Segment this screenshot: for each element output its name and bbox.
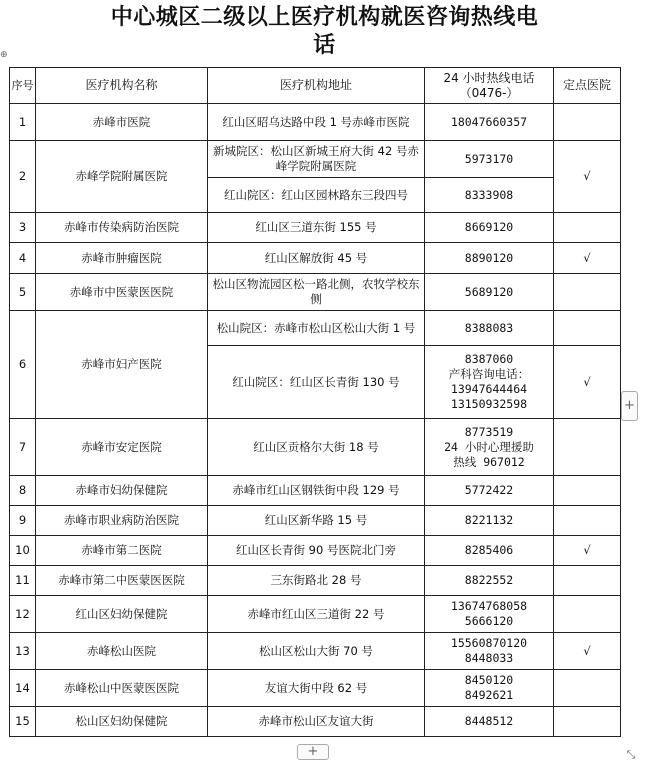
cell-phone: 8285406 <box>425 536 554 566</box>
table-row <box>10 243 621 274</box>
cell-designated <box>554 670 621 707</box>
cell-address: 红山区昭乌达路中段 1 号赤峰市医院 <box>208 104 425 141</box>
table-row <box>10 104 621 141</box>
cell-no: 7 <box>10 419 36 476</box>
cell-no: 13 <box>10 633 36 670</box>
cell-phone: 5973170 <box>425 141 554 178</box>
cell-name: 赤峰松山医院 <box>36 633 208 670</box>
header-address: 医疗机构地址 <box>208 68 425 104</box>
header-no: 序号 <box>10 68 36 104</box>
cell-designated <box>554 596 621 633</box>
cell-no: 8 <box>10 476 36 506</box>
cell-no: 12 <box>10 596 36 633</box>
cell-name: 红山区妇幼保健院 <box>36 596 208 633</box>
title-line-2: 话 <box>313 33 336 58</box>
add-column-button[interactable]: + <box>621 391 638 421</box>
table-row <box>10 707 621 737</box>
cell-phone: 8333908 <box>425 178 554 213</box>
header-name: 医疗机构名称 <box>36 68 208 104</box>
cell-phone: 15560870120 8448033 <box>425 633 554 670</box>
table-row <box>10 141 621 178</box>
cell-phone: 8890120 <box>425 243 554 274</box>
cell-no: 11 <box>10 566 36 596</box>
cell-name: 松山区妇幼保健院 <box>36 707 208 737</box>
cell-name: 赤峰学院附属医院 <box>36 141 208 213</box>
cell-designated: √ <box>554 346 621 419</box>
cell-designated <box>554 476 621 506</box>
table-header-row <box>10 68 621 104</box>
cell-name: 赤峰市肿瘤医院 <box>36 243 208 274</box>
title-line-1: 中心城区二级以上医疗机构就医咨询热线电 <box>110 5 539 30</box>
table-resize-icon[interactable]: ⤡ <box>626 748 636 761</box>
hospital-hotline-table <box>9 67 621 737</box>
cell-address: 新城院区：松山区新城王府大街 42 号赤峰学院附属医院 <box>208 141 425 178</box>
cell-phone: 8221132 <box>425 506 554 536</box>
cell-designated <box>554 104 621 141</box>
cell-name: 赤峰市第二医院 <box>36 536 208 566</box>
table-row <box>10 274 621 311</box>
cell-designated: √ <box>554 536 621 566</box>
cell-designated <box>554 213 621 243</box>
cell-name: 赤峰市第二中医蒙医医院 <box>36 566 208 596</box>
cell-address: 松山区物流园区松一路北侧，农牧学校东侧 <box>208 274 425 311</box>
cell-address: 红山区新华路 15 号 <box>208 506 425 536</box>
cell-no: 9 <box>10 506 36 536</box>
cell-name: 赤峰市医院 <box>36 104 208 141</box>
cell-address: 红山区长青街 90 号医院北门旁 <box>208 536 425 566</box>
cell-no: 14 <box>10 670 36 707</box>
cell-phone: 8822552 <box>425 566 554 596</box>
cell-phone: 8669120 <box>425 213 554 243</box>
document-title <box>0 4 649 60</box>
table-row <box>10 213 621 243</box>
cell-phone: 5689120 <box>425 274 554 311</box>
cell-no: 1 <box>10 104 36 141</box>
cell-phone: 13674768058 5666120 <box>425 596 554 633</box>
header-designated: 定点医院 <box>554 68 621 104</box>
table-row <box>10 419 621 476</box>
table-row <box>10 596 621 633</box>
cell-no: 2 <box>10 141 36 213</box>
cell-name: 赤峰市妇产医院 <box>36 311 208 419</box>
cell-designated: √ <box>554 141 621 213</box>
cell-no: 4 <box>10 243 36 274</box>
cell-address: 松山院区：赤峰市松山区松山大街 1 号 <box>208 311 425 346</box>
header-phone: 24 小时热线电话 （0476-） <box>425 68 554 104</box>
cell-phone: 8387060 产科咨询电话： 13947644464 13150932598 <box>425 346 554 419</box>
table-row <box>10 536 621 566</box>
cell-phone: 8388083 <box>425 311 554 346</box>
table-row <box>10 566 621 596</box>
cell-designated: √ <box>554 633 621 670</box>
cell-no: 3 <box>10 213 36 243</box>
cell-designated <box>554 274 621 311</box>
cell-no: 10 <box>10 536 36 566</box>
table-row <box>10 670 621 707</box>
cell-name: 赤峰市妇幼保健院 <box>36 476 208 506</box>
cell-phone: 8773519 24 小时心理援助 热线 967012 <box>425 419 554 476</box>
cell-name: 赤峰松山中医蒙医医院 <box>36 670 208 707</box>
table-row <box>10 633 621 670</box>
cell-address: 红山院区：红山区园林路东三段四号 <box>208 178 425 213</box>
cell-phone: 5772422 <box>425 476 554 506</box>
add-row-button[interactable]: + <box>297 744 329 760</box>
table-row <box>10 476 621 506</box>
cell-address: 红山区解放街 45 号 <box>208 243 425 274</box>
table-move-handle-icon[interactable]: ⊕ <box>0 50 8 60</box>
cell-name: 赤峰市传染病防治医院 <box>36 213 208 243</box>
cell-address: 红山院区：红山区长青街 130 号 <box>208 346 425 419</box>
table-row <box>10 506 621 536</box>
cell-designated <box>554 707 621 737</box>
cell-address: 赤峰市红山区钢铁街中段 129 号 <box>208 476 425 506</box>
cell-no: 15 <box>10 707 36 737</box>
cell-no: 5 <box>10 274 36 311</box>
cell-designated <box>554 311 621 346</box>
cell-phone: 18047660357 <box>425 104 554 141</box>
cell-address: 赤峰市松山区友谊大街 <box>208 707 425 737</box>
cell-designated <box>554 566 621 596</box>
cell-name: 赤峰市中医蒙医医院 <box>36 274 208 311</box>
cell-address: 红山区贡格尔大街 18 号 <box>208 419 425 476</box>
cell-phone: 8448512 <box>425 707 554 737</box>
cell-designated <box>554 419 621 476</box>
cell-address: 松山区松山大街 70 号 <box>208 633 425 670</box>
cell-address: 三东街路北 28 号 <box>208 566 425 596</box>
cell-designated <box>554 506 621 536</box>
cell-name: 赤峰市安定医院 <box>36 419 208 476</box>
cell-address: 红山区三道东街 155 号 <box>208 213 425 243</box>
cell-address: 友谊大街中段 62 号 <box>208 670 425 707</box>
cell-no: 6 <box>10 311 36 419</box>
table-row <box>10 311 621 346</box>
cell-phone: 8450120 8492621 <box>425 670 554 707</box>
cell-name: 赤峰市职业病防治医院 <box>36 506 208 536</box>
cell-address: 赤峰市红山区三道街 22 号 <box>208 596 425 633</box>
cell-designated: √ <box>554 243 621 274</box>
